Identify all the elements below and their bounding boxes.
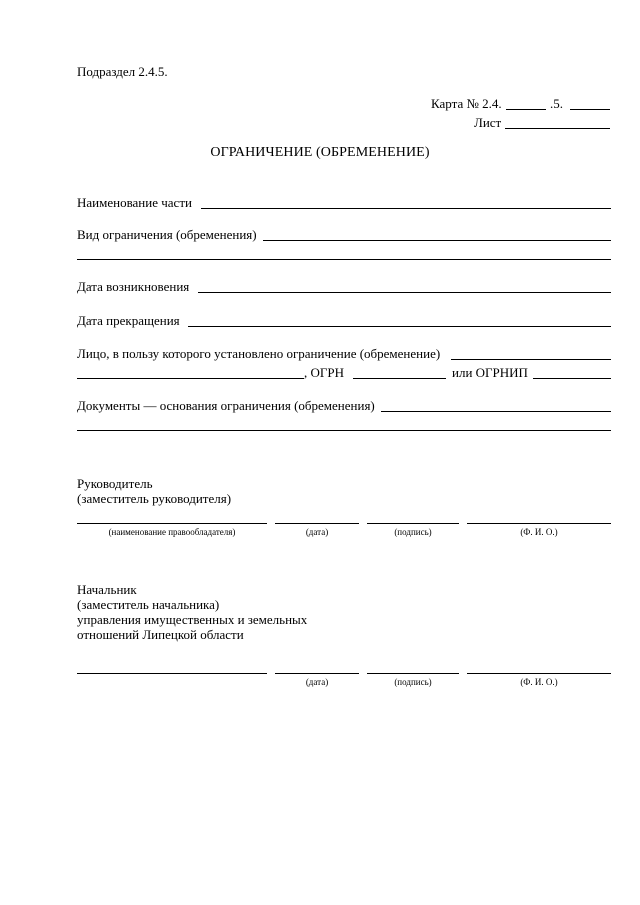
signer1-owner-field[interactable] [77, 523, 267, 524]
signer1-name-field[interactable] [467, 523, 611, 524]
signer1-date-field[interactable] [275, 523, 359, 524]
restriction-type-field-line2[interactable] [77, 259, 611, 260]
signer2-date-field[interactable] [275, 673, 359, 674]
beneficiary-field-line2[interactable] [77, 378, 304, 379]
signer1-owner-caption: (наименование правообладателя) [108, 527, 236, 537]
signer2-role-line1: Начальник [77, 582, 137, 597]
signer2-name-caption: (Ф. И. О.) [520, 677, 558, 687]
subsection-label: Подраздел 2.4.5. [77, 64, 168, 79]
end-date-field[interactable] [188, 326, 611, 327]
signer1-name-caption: (Ф. И. О.) [520, 527, 558, 537]
ogrnip-field[interactable] [533, 378, 611, 379]
beneficiary-field[interactable] [451, 359, 611, 360]
start-date-label: Дата возникновения [77, 279, 190, 294]
signer2-signature-caption: (подпись) [394, 677, 432, 687]
ogrn-label: , ОГРН [304, 365, 345, 380]
ogrnip-label: или ОГРНИП [452, 365, 528, 380]
documents-field-line2[interactable] [77, 430, 611, 431]
restriction-type-field[interactable] [263, 240, 611, 241]
documents-label: Документы — основания ограничения (обременения) [77, 398, 375, 413]
signer2-owner-field[interactable] [77, 673, 267, 674]
ogrn-field[interactable] [353, 378, 446, 379]
end-date-label: Дата прекращения [77, 313, 180, 328]
page-title: ОГРАНИЧЕНИЕ (ОБРЕМЕНЕНИЕ) [210, 145, 430, 160]
signer2-name-field[interactable] [467, 673, 611, 674]
signer1-signature-caption: (подпись) [394, 527, 432, 537]
card-number-mid: .5. [550, 96, 563, 111]
sheet-label: Лист [474, 115, 502, 130]
signer2-role-line4: отношений Липецкой области [77, 627, 244, 642]
signer2-date-caption: (дата) [305, 677, 329, 687]
signer1-role-line1: Руководитель [77, 476, 153, 491]
signer1-signature-field[interactable] [367, 523, 459, 524]
start-date-field[interactable] [198, 292, 611, 293]
documents-field[interactable] [381, 411, 611, 412]
part-name-label: Наименование части [77, 195, 192, 210]
restriction-type-label: Вид ограничения (обременения) [77, 227, 257, 242]
card-number-blank-1[interactable] [506, 109, 546, 110]
signer1-role-line2: (заместитель руководителя) [77, 491, 232, 506]
signer1-date-caption: (дата) [305, 527, 329, 537]
card-number-prefix: Карта № 2.4. [431, 96, 502, 111]
signer2-signature-field[interactable] [367, 673, 459, 674]
beneficiary-label: Лицо, в пользу которого установлено ограничение (обременение) [77, 346, 441, 361]
signer2-role-line2: (заместитель начальника) [77, 597, 220, 612]
part-name-field[interactable] [201, 208, 611, 209]
sheet-blank[interactable] [505, 128, 610, 129]
card-number-blank-2[interactable] [570, 109, 610, 110]
signer2-role-line3: управления имущественных и земельных [77, 612, 308, 627]
